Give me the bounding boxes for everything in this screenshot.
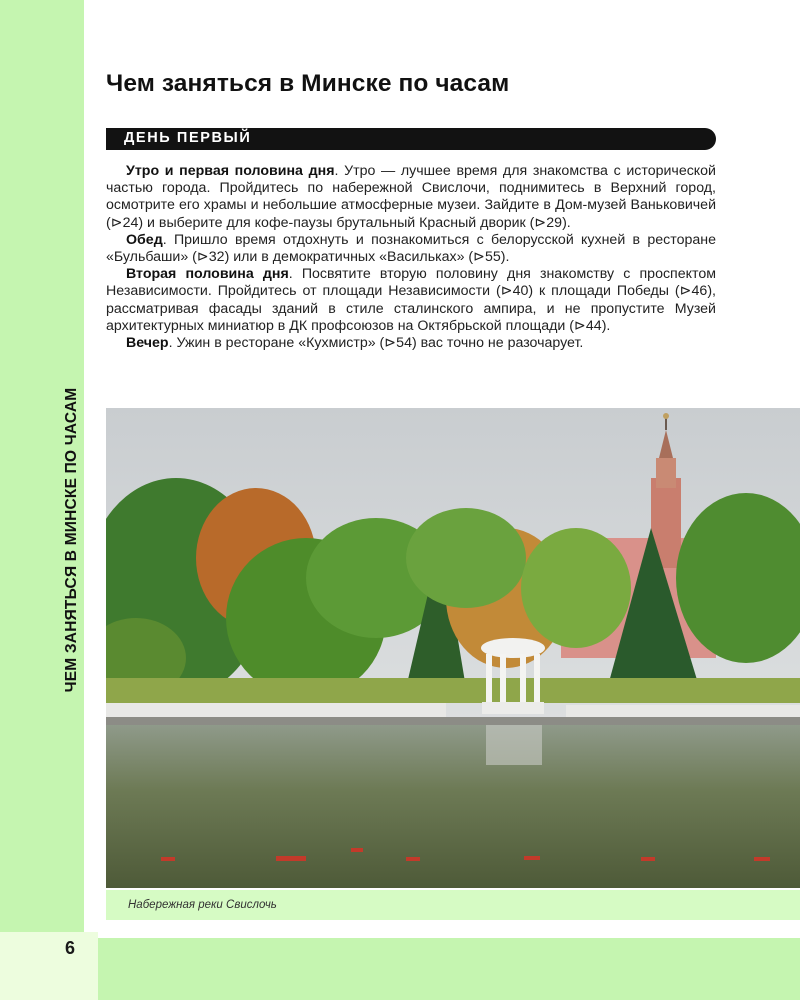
paragraph-evening [106, 335, 716, 352]
photo-caption: Набережная реки Свислочь [128, 899, 277, 911]
river-water [106, 725, 800, 888]
paragraph-text: . Посвятите вторую половину дня знакомству с проспектом Независимости. Пройдитесь от площади Независимости (⊳40) к площади Победы (⊳46), рассматривая фасады зданий в стиле сталинского ампира, и не пропустите Музей архитектурных миниатюр в ДК профсоюзов на Октябрьской площади (⊳44). [106, 266, 716, 334]
embankment-photo [106, 408, 800, 888]
paragraph-afternoon [106, 266, 716, 335]
paragraph-text: . Ужин в ресторане «Кухмистр» (⊳54) вас точно не разочарует. [168, 335, 584, 352]
paragraph-morning [106, 163, 716, 232]
page-number [0, 938, 84, 959]
page-title: Чем заняться в Минске по часам [106, 70, 510, 97]
caption-band [106, 890, 800, 920]
photo-illustration [106, 408, 800, 888]
section-bar [106, 128, 716, 150]
paragraph-text: . Утро — лучшее время для знакомства с исторической частью города. Пройдитесь по набережной Свислочи, поднимитесь в Верхний город, осмотрите его храмы и небольшие атмосферные музеи. Зайдите в Дом-музей Ваньковичей (⊳24) и выберите для кофе-паузы брутальный Красный дворик (⊳29). [106, 163, 716, 231]
bottom-margin-band [98, 938, 800, 1000]
page-number-text: 6 [64, 938, 75, 958]
paragraph-heading: Утро и первая половина дня [126, 163, 335, 179]
running-head-vertical: ЧЕМ ЗАНЯТЬСЯ В МИНСКЕ ПО ЧАСАМ [63, 387, 80, 693]
article-body [106, 163, 716, 352]
section-label: ДЕНЬ ПЕРВЫЙ [124, 130, 252, 146]
paragraph-heading: Вторая половина дня [126, 266, 289, 283]
paragraph-text: . Пришло время отдохнуть и познакомиться с белорусской кухней в ресторане «Бульбаши» (⊳32) или в демократичных «Васильках» (⊳55). [106, 231, 716, 266]
paragraph-heading: Вечер [126, 335, 169, 352]
paragraph-lunch [106, 232, 716, 266]
paragraph-heading: Обед [126, 231, 163, 248]
